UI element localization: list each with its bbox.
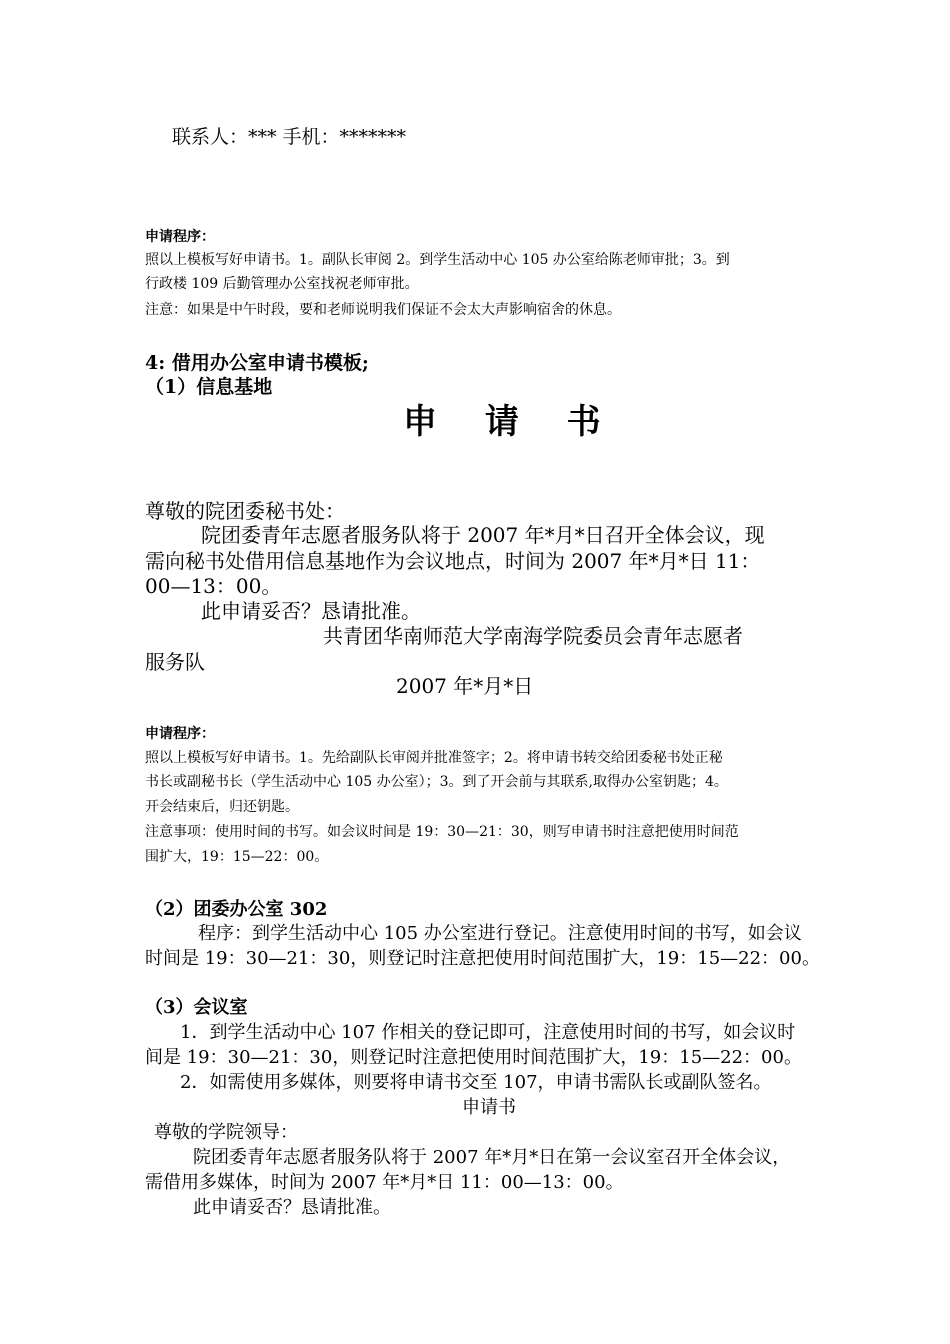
subsection-text: 间是 19：30—21：30，则登记时注意把使用时间范围扩大，19：15—22：00。: [145, 1047, 802, 1068]
subsection-text: 程序：到学生活动中心 105 办公室进行登记。注意使用时间的书写，如会议: [198, 923, 802, 944]
procedure-text: 开会结束后，归还钥匙。: [145, 799, 299, 815]
letter-date: 2007 年*月*日: [396, 674, 534, 698]
procedure-text: 照以上模板写好申请书。1。副队长审阅 2。到学生活动中心 105 办公室给陈老师审批；3。到: [145, 252, 730, 268]
letter-body: 院团委青年志愿者服务队将于 2007 年*月*日召开全体会议，现: [201, 523, 765, 547]
letter-request: 此申请妥否？恳请批准。: [201, 599, 421, 623]
subsection-text: 1．到学生活动中心 107 作相关的登记即可，注意使用时间的书写，如会议时: [180, 1022, 796, 1043]
procedure-note: 注意事项：使用时间的书写。如会议时间是 19：30—21：30，则写申请书时注意把使用时间范: [145, 824, 739, 840]
letter-body: 需借用多媒体，时间为 2007 年*月*日 11：00—13：00。: [145, 1172, 624, 1193]
letter-body: 院团委青年志愿者服务队将于 2007 年*月*日在第一会议室召开全体会议，: [193, 1147, 791, 1168]
letter-title: 申 请 书: [403, 402, 619, 442]
section-heading: 4: 借用办公室申请书模板;: [145, 352, 369, 374]
subsection-text: 时间是 19：30—21：30，则登记时注意把使用时间范围扩大，19：15—22：00。: [145, 948, 820, 969]
letter-body: 00—13：00。: [145, 574, 282, 598]
letter-request: 此申请妥否？恳请批准。: [193, 1197, 391, 1218]
letter-signature: 服务队: [145, 650, 205, 674]
letter-title: 申请书: [462, 1097, 516, 1118]
subsection-heading: （1）信息基地: [145, 376, 273, 398]
procedure-text: 书长或副秘书长（学生活动中心 105 办公室）；3。到了开会前与其联系,取得办公室钥匙；4。: [145, 774, 728, 790]
procedure-text: 行政楼 109 后勤管理办公室找祝老师审批。: [145, 276, 419, 292]
procedure-text: 照以上模板写好申请书。1。先给副队长审阅并批准签字；2。将申请书转交给团委秘书处正秘: [145, 750, 723, 766]
subsection-text: 2．如需使用多媒体，则要将申请书交至 107，申请书需队长或副队签名。: [180, 1072, 772, 1093]
letter-body: 需向秘书处借用信息基地作为会议地点，时间为 2007 年*月*日 11：: [145, 549, 761, 573]
letter-signature: 共青团华南师范大学南海学院委员会青年志愿者: [323, 624, 743, 648]
subsection-heading: （3）会议室: [145, 997, 248, 1018]
procedure-note: 注意：如果是中午时段，要和老师说明我们保证不会太大声影响宿舍的休息。: [145, 302, 621, 318]
letter-salutation: 尊敬的院团委秘书处：: [145, 499, 345, 523]
procedure-heading: 申请程序：: [145, 726, 215, 742]
procedure-heading: 申请程序：: [145, 229, 215, 245]
subsection-heading: （2）团委办公室 302: [145, 899, 328, 920]
letter-salutation: 尊敬的学院领导：: [154, 1122, 298, 1143]
procedure-note: 围扩大，19：15—22：00。: [145, 849, 329, 865]
contact-line: 联系人：*** 手机：*******: [172, 126, 407, 148]
